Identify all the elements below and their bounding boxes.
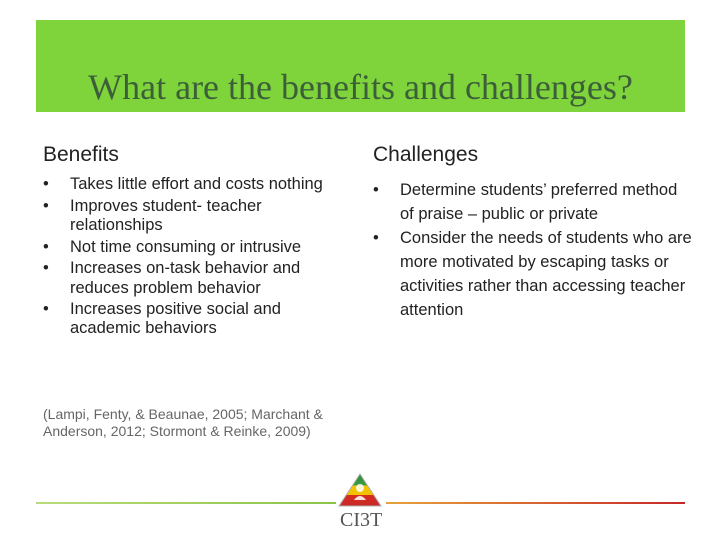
benefit-text: Increases positive social and academic behaviors [70, 300, 281, 338]
bullet-icon: • [43, 196, 49, 215]
list-item [373, 226, 693, 322]
benefits-heading: Benefits [43, 143, 119, 166]
benefits-list [43, 175, 348, 339]
challenge-text: Consider the needs of students who are more motivated by escaping tasks or activities rather than accessing teacher attention [400, 229, 692, 319]
list-item [43, 238, 348, 257]
title-band [36, 20, 685, 112]
list-item [43, 197, 348, 235]
benefit-text: Not time consuming or intrusive [70, 237, 302, 256]
bullet-icon: • [43, 259, 49, 278]
bullet-icon: • [373, 181, 379, 199]
citation: (Lampi, Fenty, & Beaunae, 2005; Marchant & Anderson, 2012; Stormont & Reinke, 2009) [43, 406, 323, 439]
logo-text: CI3T [340, 509, 383, 531]
footer-line-left [36, 502, 336, 504]
bullet-icon: • [43, 237, 49, 256]
challenges-list [373, 178, 693, 322]
bullet-icon: • [373, 229, 379, 247]
slide-title: What are the benefits and challenges? [88, 67, 633, 107]
bullet-icon: • [43, 300, 49, 319]
list-item [43, 175, 348, 194]
challenges-heading: Challenges [373, 143, 479, 166]
benefit-text: Increases on-task behavior and reduces problem behavior [70, 259, 301, 297]
bullet-icon: • [43, 175, 49, 193]
list-item [373, 178, 693, 226]
footer-line-right [386, 502, 685, 504]
challenge-text: Determine students’ preferred method of praise – public or private [400, 181, 678, 223]
list-item [43, 259, 348, 297]
benefit-text: Improves student- teacher relationships [70, 196, 262, 234]
list-item [43, 300, 348, 338]
benefit-text: Takes little effort and costs nothing [70, 175, 323, 193]
